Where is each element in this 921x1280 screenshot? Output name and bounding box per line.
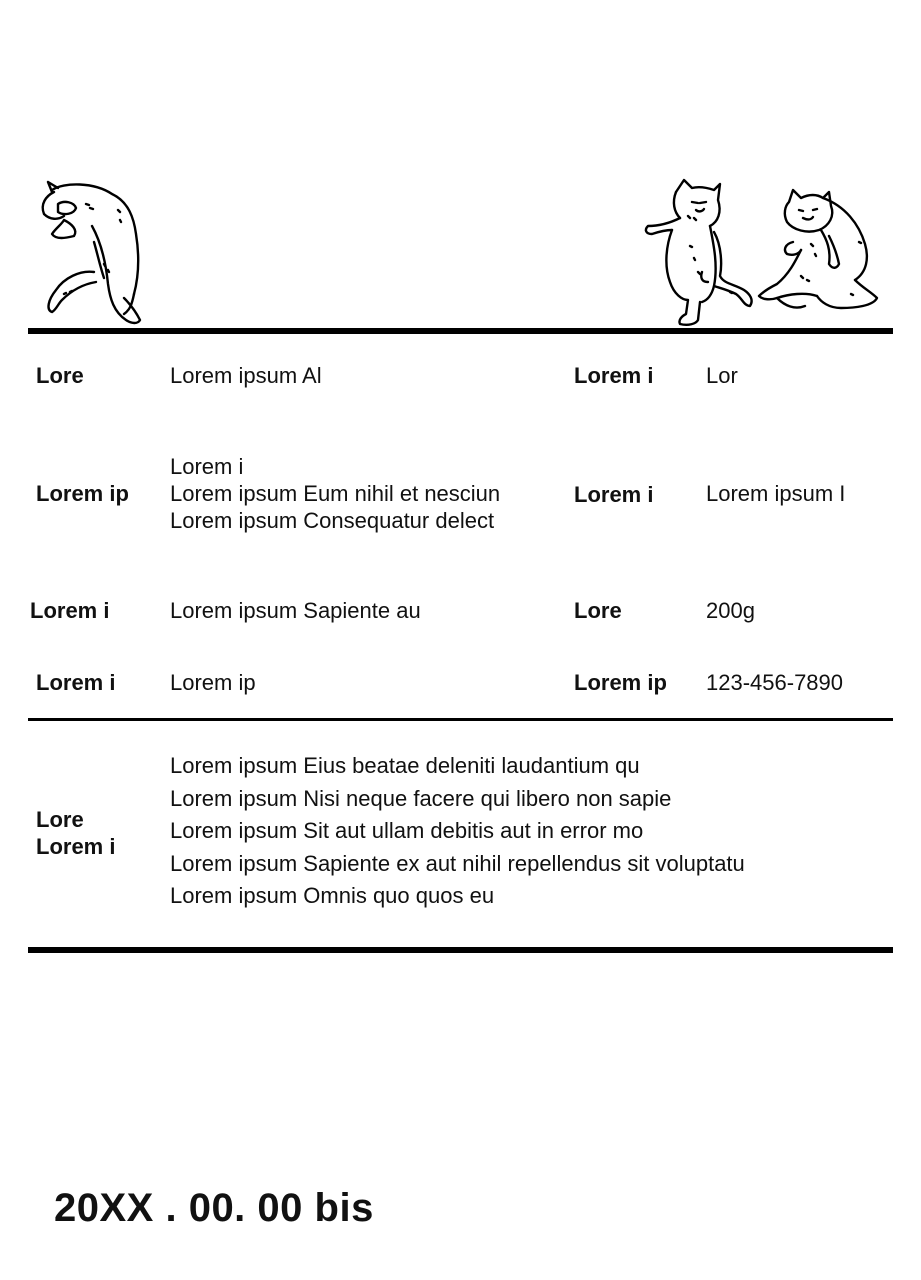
- notes-line: Lorem ipsum Sit aut ullam debitis aut in error mo: [170, 818, 644, 843]
- notes-lines: [170, 750, 745, 913]
- middle-divider: [28, 718, 893, 721]
- row-2-left-value: [170, 453, 500, 534]
- row-2-right-value: Lorem ipsum I: [706, 481, 846, 506]
- row-3-right-label: Lore: [574, 598, 622, 623]
- walking-cat-illustration: [34, 174, 149, 329]
- notes-line: Lorem ipsum Eius beatae deleniti laudantium qu: [170, 753, 640, 778]
- row-1-right-label: Lorem i: [574, 363, 654, 388]
- top-divider: [28, 328, 893, 334]
- row-2-left-value-line: Lorem i: [170, 454, 244, 479]
- row-2-right-label: Lorem i: [574, 482, 654, 507]
- notes-label-line: Lore: [36, 807, 84, 832]
- bottom-divider: [28, 947, 893, 953]
- sitting-cat-illustration: [755, 184, 880, 316]
- notes-label-line: Lorem i: [36, 834, 116, 859]
- row-1-left-value: Lorem ipsum Al: [170, 363, 322, 388]
- row-2-left-value-line: Lorem ipsum Eum nihil et nesciun: [170, 481, 501, 506]
- row-3-left-value: Lorem ipsum Sapiente au: [170, 598, 421, 623]
- row-3-right-value: 200g: [706, 598, 755, 623]
- row-1-right-value: Lor: [706, 363, 738, 388]
- row-1-left-label: Lore: [36, 363, 84, 388]
- row-4-left-value: Lorem ip: [170, 670, 256, 695]
- row-4-left-label: Lorem i: [36, 670, 116, 695]
- notes-line: Lorem ipsum Nisi neque facere qui libero non sapie: [170, 785, 672, 811]
- row-3-left-label: Lorem i: [30, 598, 110, 623]
- row-2-left-label: Lorem ip: [36, 481, 129, 506]
- row-4-right-value: 123-456-7890: [706, 670, 844, 695]
- standing-cat-illustration: [640, 176, 760, 328]
- footer-date: 20XX . 00. 00 bis: [54, 1186, 374, 1230]
- row-2-left-value-line: Lorem ipsum Consequatur delect: [170, 508, 495, 533]
- notes-label: [36, 806, 115, 860]
- notes-line: Lorem ipsum Omnis quo quos eu: [170, 883, 495, 908]
- notes-line: Lorem ipsum Sapiente ex aut nihil repellendus sit voluptatu: [170, 850, 745, 876]
- row-4-right-label: Lorem ip: [574, 670, 667, 695]
